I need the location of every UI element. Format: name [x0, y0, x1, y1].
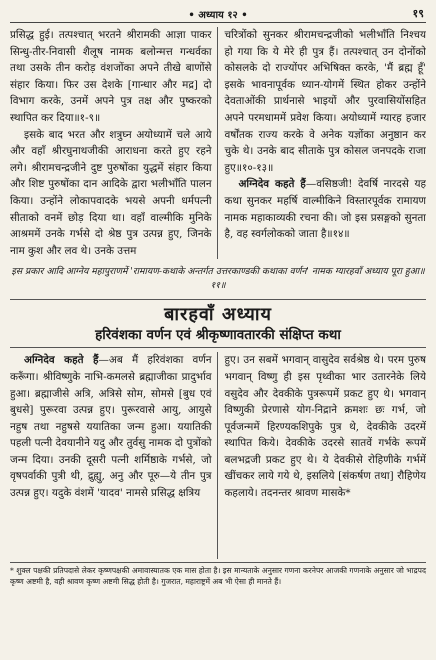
paragraph: इसके बाद भरत और शत्रुघ्न अयोध्यामें चले आये और वहाँ श्रीरघुनाथजीकी आराधना करते हुए रहने लगे। श्रीरामचन्द्रजीने दुष्ट पुरुषोंका युद्धमें संहार किया और शिष्ट पुरुषोंका दान आदिके द्वारा भलीभाँति पालन किया। उन्होंने लोकापवादके भयसे अपनी धर्मपत्नी सीताको वनमें छोड़ दिया था। वहाँ वाल्मीकि मुनिके आश्रममें उनके गर्भसे दो श्रेष्ठ पुत्र उत्पन्न हुए, जिनके नाम कुश और लव थे। उनके उत्तम — [10, 128, 212, 257]
speech-text: —वसिष्ठजी! देवर्षि नारदसे यह कथा सुनकर महर्षि वाल्मीकिने विस्तारपूर्वक रामायण नामक महाकाव्यकी रचना की। जो इस प्रसङ्गको सुनता है, वह स्वर्गलोकको जाता है॥१४॥ — [224, 178, 426, 241]
paragraph: प्रसिद्ध हुई। तत्पश्चात् भरतने श्रीरामकी आज्ञा पाकर सिन्धु-तीर-निवासी शैलूष नामक बलोन्मत्त गन्धर्वका तथा उसके तीन करोड़ वंशजोंका अपने तीखे बाणोंसे संहार किया। फिर उस देशके [गान्धार और मद्र] दो विभाग करके, उनमें अपने पुत्र तक्ष और पुष्करको स्थापित कर दिया॥१-९॥ — [10, 29, 212, 124]
paragraph: हुए। उन सबमें भगवान् वासुदेव सर्वश्रेष्ठ थे। परम पुरुष भगवान् विष्णु ही इस पृथ्वीका भार उतारनेके लिये वसुदेव और देवकीके पुत्ररूपमें प्रकट हुए थे। भगवान् विष्णुकी प्रेरणासे योग-निद्राने क्रमशः छः गर्भ, जो पूर्वजन्ममें हिरण्यकशिपुके पुत्र थे, देवकीके उदरमें स्थापित किये। देवकीके उदरसे सातवें गर्भके रूपमें बलभद्रजी प्रकट हुए थे। ये देवकीसे रोहिणीके गर्भमें खींचकर लाये गये थे, इसलिये [संकर्षण तथा] रौहिणेय कहलाये। तदनन्तर श्रावण मासके* — [224, 354, 426, 500]
chapter-title: हरिवंशका वर्णन एवं श्रीकृष्णावतारकी संक्षिप्त कथा — [95, 327, 341, 344]
footnote: * शुक्ल पक्षकी प्रतिपदासे लेकर कृष्णपक्षकी अमावास्यातक एक मास होता है। इस मान्यताके अनुसार गणना करनेपर आजकी गणनाके अनुसार जो भाद्रपद कृष्ण अष्टमी है, वही श्रावण कृष्ण अष्टमी सिद्ध होती है। गुजरात, महाराष्ट्रमें अब भी ऐसा ही मानते हैं। — [10, 562, 426, 587]
chapter-heading — [10, 304, 426, 348]
chapter12-columns — [10, 27, 426, 259]
paragraph — [224, 176, 426, 242]
chapter12-left-column — [10, 27, 212, 259]
page-number: १९ — [412, 7, 424, 20]
paragraph — [10, 352, 212, 501]
running-header — [10, 6, 426, 23]
column-divider — [212, 352, 219, 559]
speech-text: —अब मैं हरिवंशका वर्णन करूँगा। श्रीविष्णुके नाभि-कमलसे ब्रह्माजीका प्रादुर्भाव हुआ। ब्रह्माजीसे अत्रि, अत्रिसे सोम, सोमसे [बुध एवं बुधसे] पुरूरवा उत्पन्न हुए। पुरूरवासे आयु, आयुसे नहुष तथा नहुषसे ययातिका जन्म हुआ। ययातिकी पहली पत्नी देवयानीने यदु और तुर्वसु नामक दो पुत्रोंको जन्म दिया। उनकी दूसरी पत्नी शर्मिष्ठाके गर्भसे, जो वृषपर्वाकी पुत्री थी, द्रुह्यु, अनु और पूरु—ये तीन पुत्र उत्पन्न हुए। यदुके वंशमें 'यादव' नामसे प्रसिद्ध क्षत्रिय — [10, 354, 212, 500]
chapter-colophon: इस प्रकार आदि आग्नेय महापुराणमें 'रामायण-कथाके अन्तर्गत उत्तरकाण्डकी कथाका वर्णन' नामक ग्यारहवाँ अध्याय पूरा हुआ॥११॥ — [10, 265, 426, 300]
chapter13-left-column — [10, 352, 212, 559]
speaker-label: अग्निदेव कहते हैं — [24, 354, 99, 367]
chapter13-right-column — [224, 352, 426, 559]
column-divider — [212, 27, 219, 259]
chapter-number: बारहवाँ अध्याय — [164, 304, 272, 326]
speaker-label: अग्निदेव कहते हैं — [238, 178, 306, 191]
chapter12-right-column — [224, 27, 426, 259]
chapter13-columns — [10, 352, 426, 559]
heading-rule — [10, 347, 426, 348]
chapter-running-title: • अध्याय १२ • — [188, 10, 248, 21]
paragraph: चरित्रोंको सुनकर श्रीरामचन्द्रजीको भलीभाँति निश्चय हो गया कि ये मेरे ही पुत्र हैं। तत्पश्चात् उन दोनोंको कोसलके दो राज्योंपर अभिषिक्त करके, 'मैं ब्रह्म हूँ' इसके भावनापूर्वक ध्यान-योगमें स्थित होकर उन्होंने देवताओंकी प्रार्थनासे भाइयों और पुरवासियोंसहित अपने परमधाममें प्रवेश किया। अयोध्यामें ग्यारह हजार वर्षोंतक राज्य करके वे अनेक यज्ञोंका अनुष्ठान कर चुके थे। उनके बाद सीताके पुत्र कोसल जनपदके राजा हुए॥१०-१३॥ — [224, 29, 426, 174]
